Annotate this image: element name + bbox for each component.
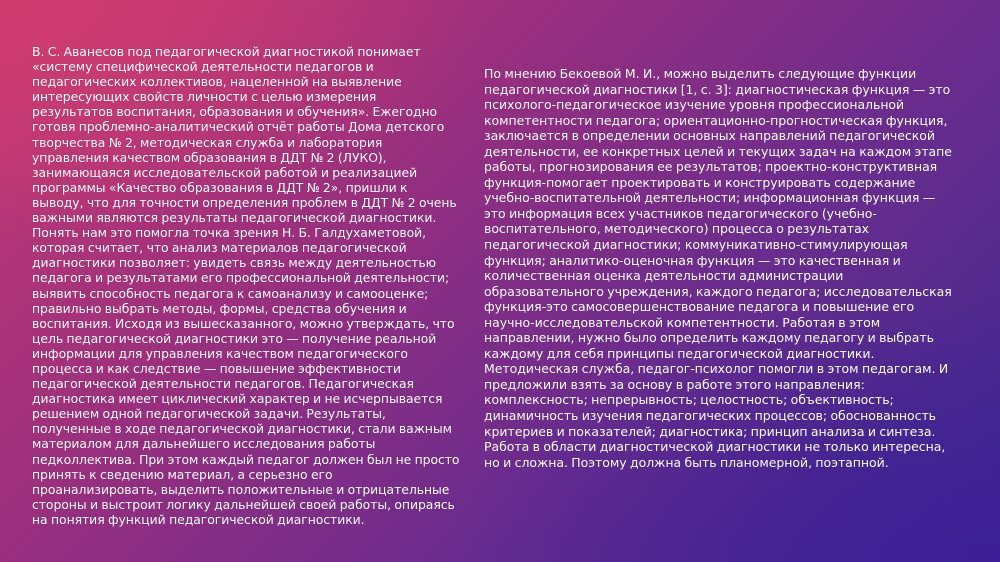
left-text-block: В. С. Аванесов под педагогической диагностикой понимает «систему специфической деятельности педагогов и педагогических коллективов, нацеленной на выявление интересующих свойств личности с целью измерения результатов воспитания, образования и обучения». Ежегодно готовя проблемно-аналитический отчёт работы Дома детского творчества № 2, методическая служба и лаборатория управления качеством образования в ДДТ № 2 (ЛУКО), занимающаяся исследовательской работой и реализацией программы «Качество образования в ДДТ № 2», пришли к выводу, что для точности определения проблем в ДДТ № 2 очень важными являются результаты педагогической диагностики. Понять нам это помогла точка зрения Н. Б. Галдухаметовой, которая считает, что анализ материалов педагогической диагностики позволяет: увидеть связь между деятельностью педагога и результатами его профессиональной деятельности; выявить способность педагога к самоанализу и самооценке; правильно выбрать методы, формы, средства обучения и воспитания. Исходя из вышесказанного, можно утверждать, что цель педагогической диагностики это — получение реальной информации для управления качеством педагогического процесса и как следствие — повышение эффективности педагогической деятельности педагогов. Педагогическая диагностика имеет циклический характер и не исчерпывается решением одной педагогической задачи. Результаты, полученные в ходе педагогической диагностики, стали важным материалом для дальнейшего исследования работы педколлектива. При этом каждый педагог должен был не просто принять к сведению материал, а серьезно его проанализировать, выделить положительные и отрицательные стороны и выстроит логику дальнейшей своей работы, опираясь на понятия функций педагогической диагностики. — [32, 44, 460, 527]
right-text-block: По мнению Бекоевой М. И., можно выделить следующие функции педагогической диагностики [1, с. 3]: диагностическая функция — это психолого-педагогическое изучение уровня профессиональной компетентности педагога; ориентационно-прогностическая функция, заключается в определении основных направлений педагогической деятельности, ее конкретных целей и текущих задач на каждом этапе работы, прогнозирования ее результатов; проектно-конструктивная функция-помогает проектировать и конструировать содержание учебно-воспитательной деятельности; информационная функция — это информация всех участников педагогического (учебно-воспитательного, методического) процесса о результатах педагогической диагностики; коммуникативно-стимулирующая функция; аналитико-оценочная функция — это качественная и количественная оценка деятельности администрации образовательного учреждения, каждого педагога; исследовательская функция-это самосовершенствование педагога и повышение его научно-исследовательской компетентности. Работая в этом направлении, нужно было определить каждому педагогу и выбрать каждому для себя принципы педагогической диагностики. Методическая служба, педагог-психолог помогли в этом педагогам. И предложили взять за основу в работе этого направления: комплексность; непрерывность; целостность; объективность; динамичность изучения педагогических процессов; обоснованность критериев и показателей; диагностика; принцип анализа и синтеза. Работа в области диагностической диагностики не только интересна, но и сложна. Поэтому должна быть планомерной, поэтапной. — [484, 66, 952, 470]
